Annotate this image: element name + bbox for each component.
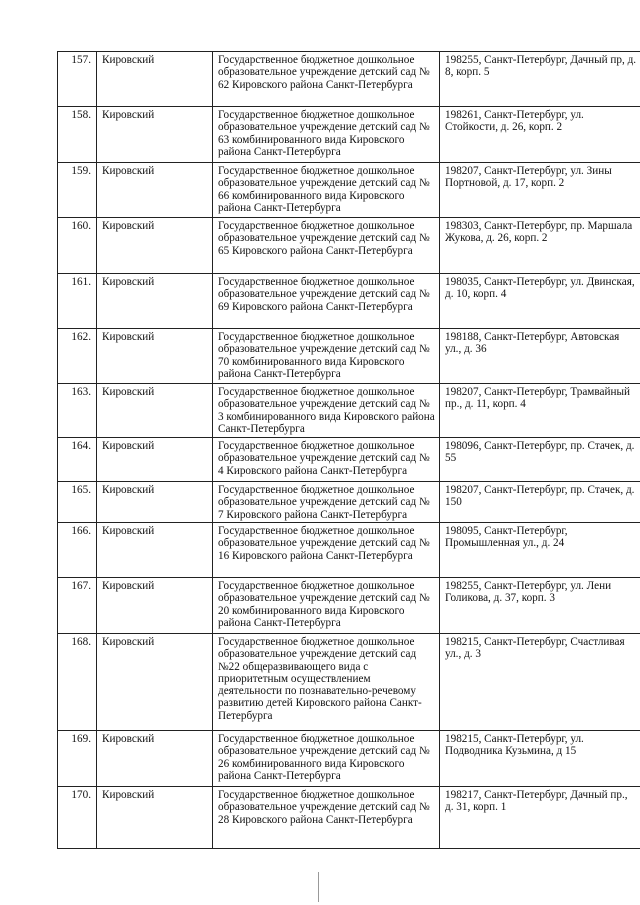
table-row	[58, 634, 640, 731]
district-cell-text: Кировский	[102, 636, 155, 648]
institution-name-cell-text: Государственное бюджетное дошкольное образовательное учреждение детский сад № 7 Кировского района Санкт-Петербурга	[218, 484, 430, 521]
row-number-cell-text: 159.	[71, 165, 91, 177]
institution-name-cell-text: Государственное бюджетное дошкольное образовательное учреждение детский сад № 4 Кировского района Санкт-Петербурга	[218, 440, 430, 477]
row-number-cell-text: 164.	[71, 440, 91, 452]
district-cell	[97, 163, 213, 218]
district-cell	[97, 523, 213, 578]
district-cell-text: Кировский	[102, 109, 155, 121]
table-body	[58, 52, 640, 849]
row-number-cell-text: 167.	[71, 580, 91, 592]
row-number-cell	[58, 523, 97, 578]
district-cell-text: Кировский	[102, 484, 155, 496]
table-row	[58, 438, 640, 482]
table-row	[58, 578, 640, 634]
address-cell-text: 198096, Санкт-Петербург, пр. Стачек, д. 55	[445, 440, 635, 465]
institution-name-cell-text: Государственное бюджетное дошкольное образовательное учреждение детский сад № 66 комбинированного вида Кировского района Санкт-Петербурга	[218, 165, 430, 214]
institution-name-cell	[213, 523, 440, 578]
row-number-cell	[58, 329, 97, 384]
institution-name-cell-text: Государственное бюджетное дошкольное образовательное учреждение детский сад № 63 комбинированного вида Кировского района Санкт-Петербурга	[218, 109, 430, 158]
address-cell-text: 198215, Санкт-Петербург, ул. Подводника Кузьмина, д 15	[445, 733, 584, 758]
district-cell-text: Кировский	[102, 580, 155, 592]
institution-name-cell-text: Государственное бюджетное дошкольное образовательное учреждение детский сад № 70 комбинированного вида Кировского района Санкт-Петербурга	[218, 331, 430, 380]
district-cell	[97, 107, 213, 163]
institution-name-cell	[213, 329, 440, 384]
kindergarten-registry-table	[57, 51, 640, 849]
address-cell-text: 198215, Санкт-Петербург, Счастливая ул., д. 3	[445, 636, 625, 661]
row-number-cell-text: 158.	[71, 109, 91, 121]
district-cell	[97, 787, 213, 849]
table-row	[58, 523, 640, 578]
row-number-cell	[58, 274, 97, 329]
row-number-cell-text: 163.	[71, 386, 91, 398]
address-cell	[440, 218, 640, 274]
district-cell-text: Кировский	[102, 525, 155, 537]
institution-name-cell	[213, 787, 440, 849]
institution-name-cell-text: Государственное бюджетное дошкольное образовательное учреждение детский сад № 26 комбинированного вида Кировского района Санкт-Петербурга	[218, 733, 430, 782]
address-cell	[440, 329, 640, 384]
institution-name-cell	[213, 438, 440, 482]
table-row	[58, 787, 640, 849]
address-cell	[440, 384, 640, 438]
row-number-cell-text: 160.	[71, 220, 91, 232]
address-cell	[440, 578, 640, 634]
district-cell	[97, 634, 213, 731]
row-number-cell-text: 161.	[71, 276, 91, 288]
address-cell-text: 198207, Санкт-Петербург, пр. Стачек, д. 150	[445, 484, 635, 509]
table-row	[58, 482, 640, 523]
row-number-cell	[58, 52, 97, 107]
institution-name-cell-text: Государственное бюджетное дошкольное образовательное учреждение детский сад № 3 комбинированного вида Кировского района Санкт-Петербурга	[218, 386, 435, 435]
institution-name-cell	[213, 274, 440, 329]
row-number-cell	[58, 163, 97, 218]
district-cell-text: Кировский	[102, 789, 155, 801]
row-number-cell	[58, 482, 97, 523]
district-cell-text: Кировский	[102, 276, 155, 288]
institution-name-cell-text: Государственное бюджетное дошкольное образовательное учреждение детский сад № 62 Кировского района Санкт-Петербурга	[218, 54, 430, 91]
scan-artifact-line	[318, 872, 319, 902]
district-cell	[97, 329, 213, 384]
district-cell-text: Кировский	[102, 220, 155, 232]
district-cell-text: Кировский	[102, 165, 155, 177]
address-cell	[440, 107, 640, 163]
institution-name-cell	[213, 218, 440, 274]
district-cell	[97, 52, 213, 107]
address-cell-text: 198207, Санкт-Петербург, ул. Зины Портновой, д. 17, корп. 2	[445, 165, 612, 190]
row-number-cell	[58, 384, 97, 438]
institution-name-cell-text: Государственное бюджетное дошкольное образовательное учреждение детский сад №22 общеразвивающего вида с приоритетным осуществлением деятельности по познавательно-речевому развитию детей Кировского района Санкт-Петербурга	[218, 636, 422, 722]
district-cell	[97, 438, 213, 482]
address-cell-text: 198095, Санкт-Петербург, Промышленная ул., д. 24	[445, 525, 568, 550]
district-cell-text: Кировский	[102, 440, 155, 452]
table-row	[58, 163, 640, 218]
address-cell	[440, 438, 640, 482]
institution-name-cell-text: Государственное бюджетное дошкольное образовательное учреждение детский сад № 28 Кировского района Санкт-Петербурга	[218, 789, 430, 826]
table-row	[58, 274, 640, 329]
district-cell	[97, 731, 213, 787]
institution-name-cell-text: Государственное бюджетное дошкольное образовательное учреждение детский сад № 16 Кировского района Санкт-Петербурга	[218, 525, 430, 562]
institution-name-cell-text: Государственное бюджетное дошкольное образовательное учреждение детский сад № 69 Кировского района Санкт-Петербурга	[218, 276, 430, 313]
institution-name-cell	[213, 52, 440, 107]
address-cell	[440, 482, 640, 523]
address-cell-text: 198217, Санкт-Петербург, Дачный пр., д. 31, корп. 1	[445, 789, 628, 814]
row-number-cell-text: 168.	[71, 636, 91, 648]
district-cell	[97, 384, 213, 438]
district-cell-text: Кировский	[102, 54, 155, 66]
row-number-cell-text: 170.	[71, 789, 91, 801]
address-cell	[440, 787, 640, 849]
row-number-cell-text: 169.	[71, 733, 91, 745]
institution-name-cell	[213, 482, 440, 523]
district-cell	[97, 218, 213, 274]
row-number-cell	[58, 787, 97, 849]
table-row	[58, 107, 640, 163]
address-cell-text: 198261, Санкт-Петербург, ул. Стойкости, д. 26, корп. 2	[445, 109, 584, 134]
address-cell	[440, 274, 640, 329]
address-cell	[440, 163, 640, 218]
table-row	[58, 218, 640, 274]
institution-name-cell	[213, 163, 440, 218]
district-cell-text: Кировский	[102, 386, 155, 398]
institution-name-cell	[213, 107, 440, 163]
institution-name-cell-text: Государственное бюджетное дошкольное образовательное учреждение детский сад № 65 Кировского района Санкт-Петербурга	[218, 220, 430, 257]
district-cell-text: Кировский	[102, 733, 155, 745]
row-number-cell	[58, 107, 97, 163]
district-cell-text: Кировский	[102, 331, 155, 343]
row-number-cell	[58, 438, 97, 482]
table-row	[58, 329, 640, 384]
address-cell-text: 198188, Санкт-Петербург, Автовская ул., д. 36	[445, 331, 620, 356]
district-cell	[97, 482, 213, 523]
institution-name-cell	[213, 578, 440, 634]
address-cell	[440, 634, 640, 731]
institution-name-cell	[213, 634, 440, 731]
row-number-cell-text: 165.	[71, 484, 91, 496]
row-number-cell	[58, 578, 97, 634]
address-cell	[440, 731, 640, 787]
institution-name-cell-text: Государственное бюджетное дошкольное образовательное учреждение детский сад № 20 комбинированного вида Кировского района Санкт-Петербурга	[218, 580, 430, 629]
district-cell	[97, 578, 213, 634]
row-number-cell-text: 157.	[71, 54, 91, 66]
address-cell	[440, 523, 640, 578]
row-number-cell	[58, 634, 97, 731]
table-row	[58, 731, 640, 787]
table-row	[58, 384, 640, 438]
row-number-cell	[58, 218, 97, 274]
address-cell	[440, 52, 640, 107]
table-row	[58, 52, 640, 107]
row-number-cell	[58, 731, 97, 787]
address-cell-text: 198303, Санкт-Петербург, пр. Маршала Жукова, д. 26, корп. 2	[445, 220, 633, 245]
address-cell-text: 198207, Санкт-Петербург, Трамвайный пр., д. 11, корп. 4	[445, 386, 630, 411]
row-number-cell-text: 166.	[71, 525, 91, 537]
institution-name-cell	[213, 384, 440, 438]
row-number-cell-text: 162.	[71, 331, 91, 343]
institution-name-cell	[213, 731, 440, 787]
address-cell-text: 198035, Санкт-Петербург, ул. Двинская, д. 10, корп. 4	[445, 276, 635, 301]
address-cell-text: 198255, Санкт-Петербург, ул. Лени Голикова, д. 37, корп. 3	[445, 580, 612, 605]
district-cell	[97, 274, 213, 329]
address-cell-text: 198255, Санкт-Петербург, Дачный пр, д. 8, корп. 5	[445, 54, 637, 79]
